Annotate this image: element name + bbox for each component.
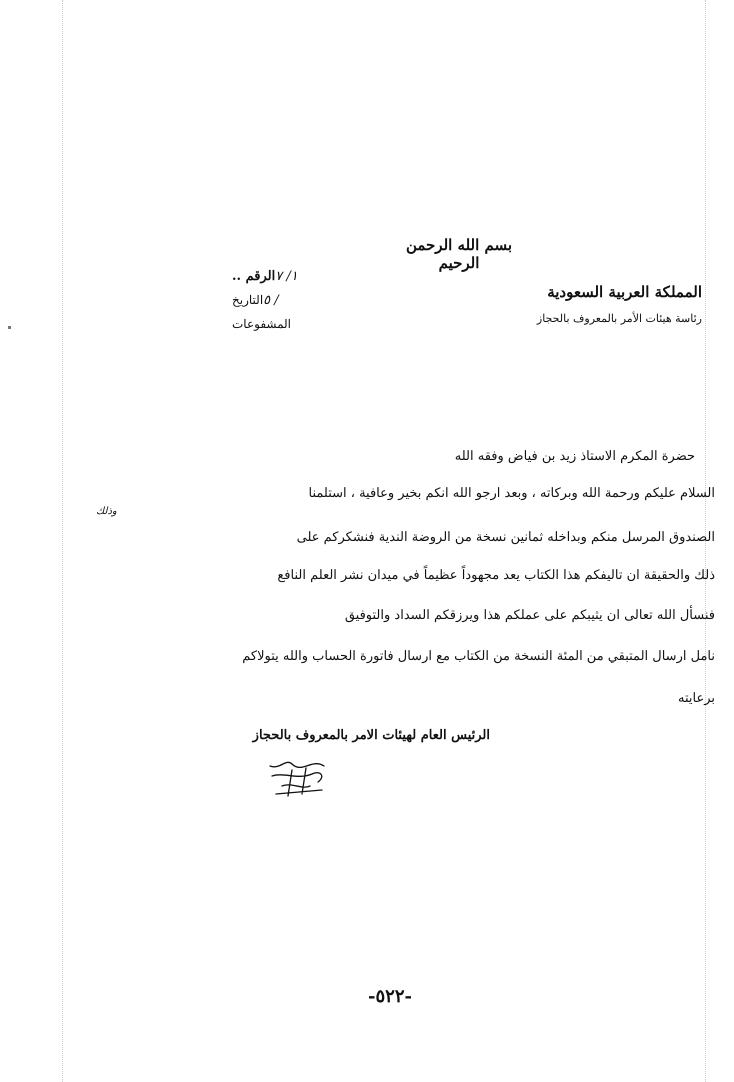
letter-greeting: حضرة المكرم الاستاذ زيد بن فياض وفقه الله xyxy=(454,449,695,464)
letter-body-line: السلام عليكم ورحمة الله وبركاته ، وبعد ارجو الله انكم بخير وعافية ، استلمنا xyxy=(308,486,715,501)
reference-date-value: / ٥ xyxy=(263,292,279,308)
letter-body-line: الصندوق المرسل منكم وبداخله ثمانين نسخة من الروضة الندية فنشكركم على xyxy=(296,530,715,545)
letter-body-line: نامل ارسال المتبقي من المئة النسخة من الكتاب مع ارسال فاتورة الحساب والله يتولاكم xyxy=(242,649,715,664)
handwritten-signature xyxy=(262,756,332,800)
letter-body-line: فنسأل الله تعالى ان يثيبكم على عملكم هذا ويرزقكم السداد والتوفيق xyxy=(344,608,715,623)
scan-artifact-dot xyxy=(8,326,11,329)
kingdom-name: المملكة العربية السعودية xyxy=(547,283,702,301)
margin-note: وذلك xyxy=(96,506,117,517)
letter-body-line: ذلك والحقيقة ان تاليفكم هذا الكتاب يعد مجهوداً عظيماً في ميدان نشر العلم النافع xyxy=(277,568,715,583)
presidency-name: رئاسة هيئات الأمر بالمعروف بالحجاز xyxy=(536,312,702,325)
reference-attachments-label: المشفوعات xyxy=(232,317,292,331)
letter-body-line: برعايته xyxy=(677,691,715,706)
reference-block xyxy=(232,264,350,336)
reference-number-label: الرقم .. xyxy=(232,268,276,284)
reference-attachments-row xyxy=(232,312,350,336)
reference-number-value: ١/ ٧ xyxy=(275,268,298,284)
page-number: -٥٢٢- xyxy=(368,986,412,1007)
basmala-heading: بسم الله الرحمن الرحيم xyxy=(405,236,513,272)
signatory-title: الرئيس العام لهيئات الامر بالمعروف بالحجاز xyxy=(252,728,490,743)
reference-date-row xyxy=(232,288,350,312)
letterhead-right xyxy=(502,280,702,330)
scan-artifact-line xyxy=(62,0,63,1082)
reference-number-row xyxy=(232,264,350,288)
reference-date-label: التاريخ xyxy=(232,293,264,307)
